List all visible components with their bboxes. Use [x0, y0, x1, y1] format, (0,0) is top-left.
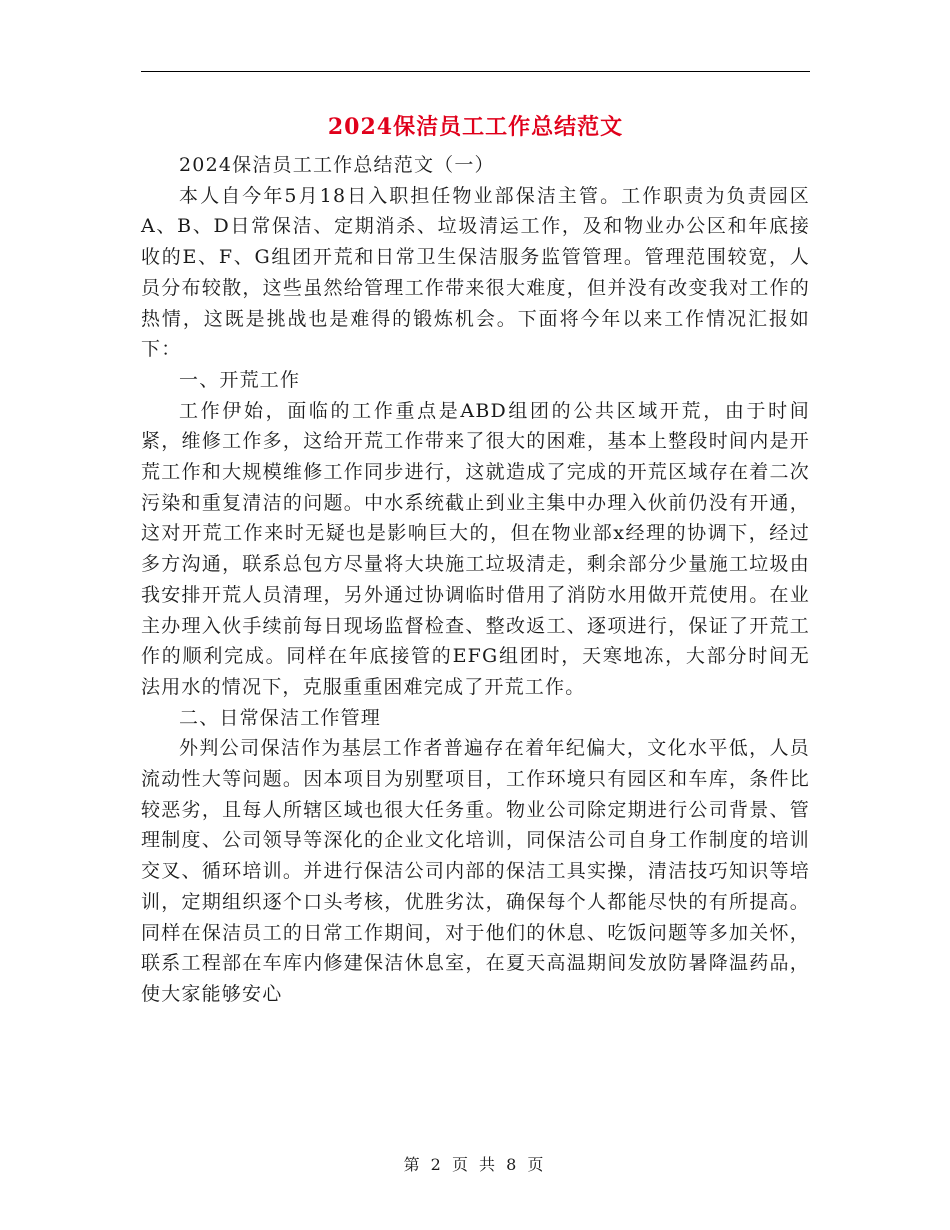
- page-footer: 第 2 页 共 8 页: [403, 1155, 547, 1174]
- section-heading-1: 一、开荒工作: [179, 368, 301, 391]
- header-rule: [141, 71, 810, 72]
- subtitle-paragraph: 2024保洁员工工作总结范文（一）: [179, 154, 495, 176]
- document-title: 2024保洁员工工作总结范文: [327, 114, 624, 140]
- document-body: [141, 150, 810, 1010]
- section-1-paragraph: 工作伊始，面临的工作重点是ABD组团的公共区域开荒，由于时间紧，维修工作多，这给开荒工作带来了很大的困难，基本上整段时间内是开荒工作和大规模维修工作同步进行，这就造成了完成的开荒区域存在着二次污染和重复清洁的问题。中水系统截止到业主集中办理入伙前仍没有开通，这对开荒工作来时无疑也是影响巨大的，但在物业部x经理的协调下，经过多方沟通，联系总包方尽量将大块施工垃圾清走，剩余部分少量施工垃圾由我安排开荒人员清理，另外通过协调临时借用了消防水用做开荒使用。在业主办理入伙手续前每日现场监督检查、整改返工、逐项进行，保证了开荒工作的顺利完成。同样在年底接管的EFG组团时，天寒地冻，大部分时间无法用水的情况下，克服重重困难完成了开荒工作。: [141, 399, 810, 698]
- section-heading-2: 二、日常保洁工作管理: [179, 706, 382, 729]
- section-2-paragraph: 外判公司保洁作为基层工作者普遍存在着年纪偏大，文化水平低，人员流动性大等问题。因本项目为别墅项目，工作环境只有园区和车库，条件比较恶劣，且每人所辖区域也很大任务重。物业公司除定期进行公司背景、管理制度、公司领导等深化的企业文化培训，同保洁公司自身工作制度的培训交叉、循环培训。并进行保洁公司内部的保洁工具实操，清洁技巧知识等培训，定期组织逐个口头考核，优胜劣汰，确保每个人都能尽快的有所提高。同样在保洁员工的日常工作期间，对于他们的休息、吃饭问题等多加关怀，联系工程部在车库内修建保洁休息室，在夏天高温期间发放防暑降温药品，使大家能够安心: [141, 737, 810, 1005]
- intro-paragraph: 本人自今年5月18日入职担任物业部保洁主管。工作职责为负责园区A、B、D日常保洁、定期消杀、垃圾清运工作，及和物业办公区和年底接收的E、F、G组团开荒和日常卫生保洁服务监管管理。管理范围较宽，人员分布较散，这些虽然给管理工作带来很大难度，但并没有改变我对工作的热情，这既是挑战也是难得的锻炼机会。下面将今年以来工作情况汇报如下：: [141, 184, 810, 361]
